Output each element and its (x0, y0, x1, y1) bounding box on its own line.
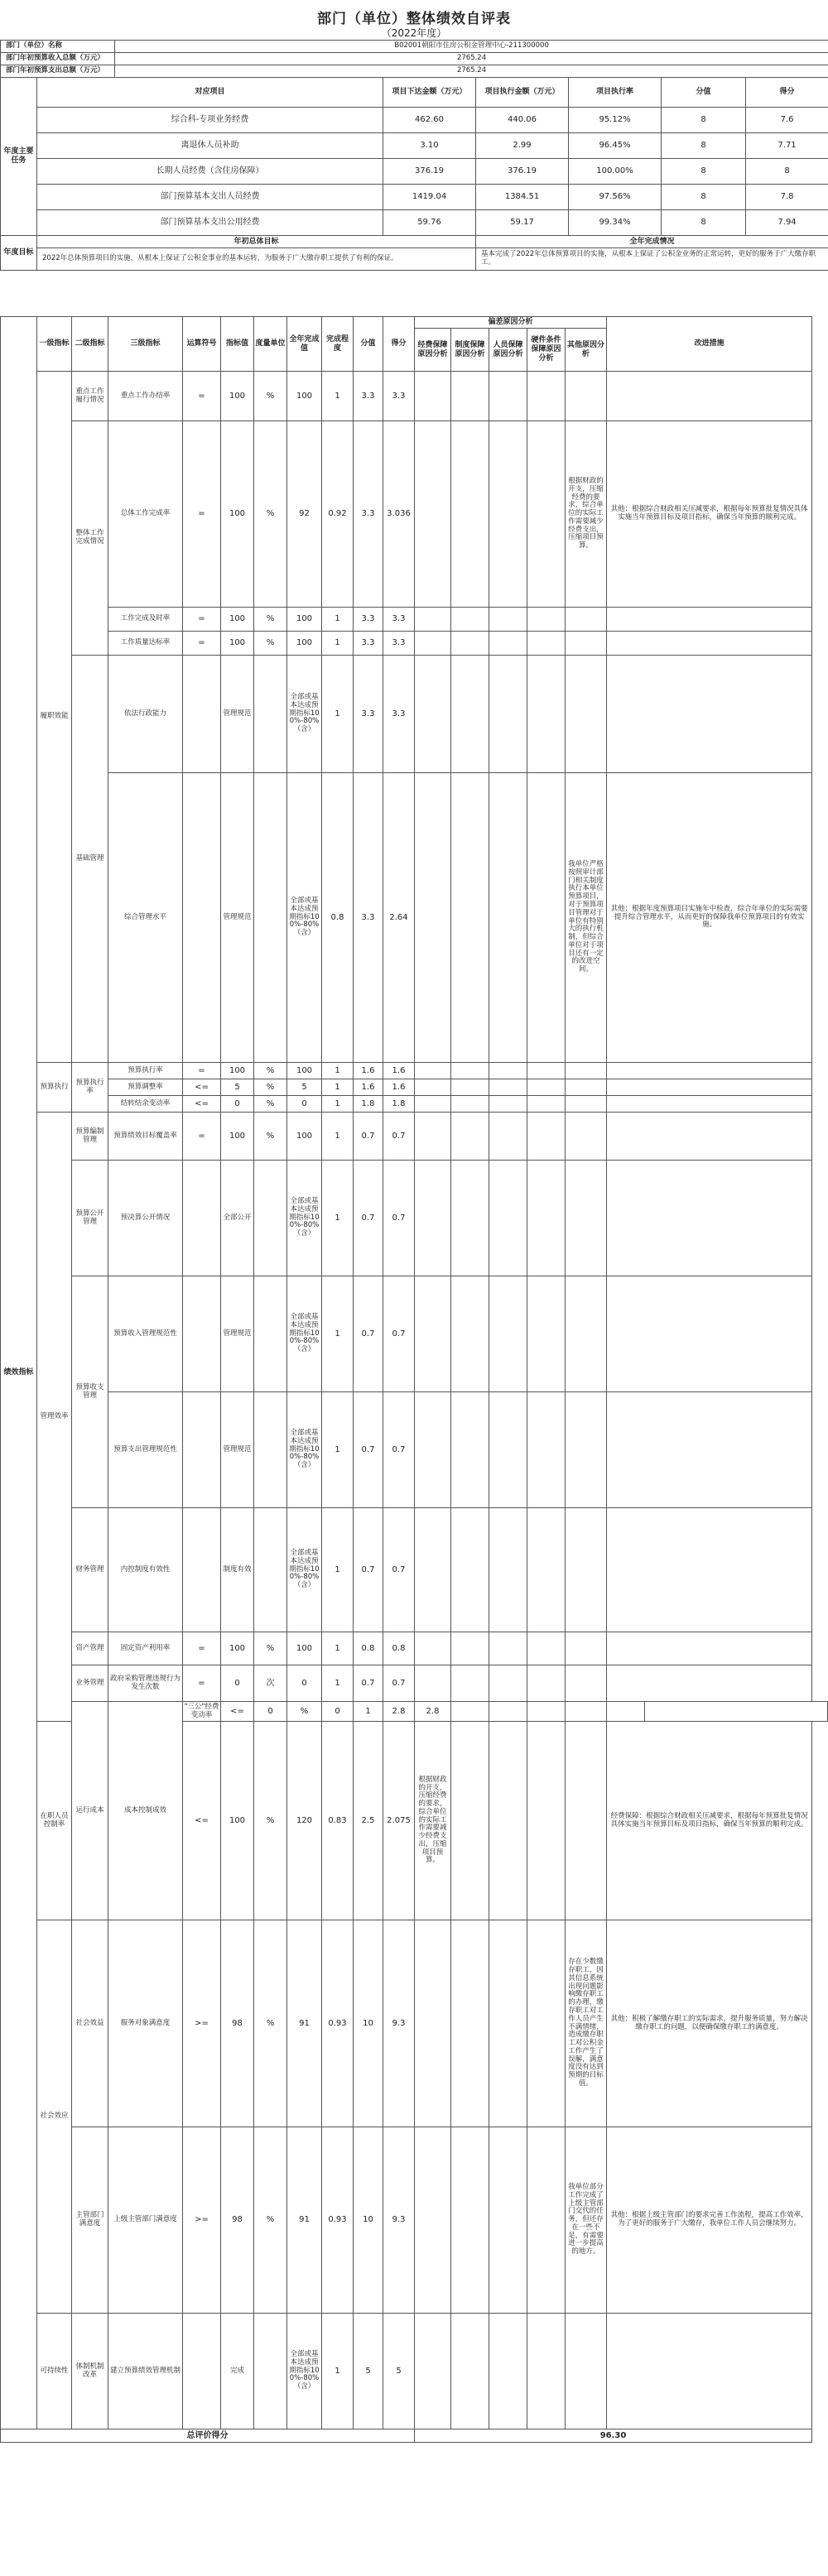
table-row: 履职效能 重点工作履行情况 重点工作办结率 = 100 % 100 1 3.3 3.3 (1, 372, 828, 421)
table-row: 预算支出管理规范性 管理规范 全部或基本达成预期指标100%-80%（含） 1 0.7 0.7 (1, 1392, 828, 1508)
tasks-header-score: 分值 (662, 78, 746, 108)
header-l1: 一级指标 (37, 317, 72, 372)
table-row: 离退休人员补助 3.10 2.99 96.45% 8 7.71 (1, 133, 828, 159)
header-dev-fund: 经费保障原因分析 (415, 329, 451, 372)
tasks-group-label: 年度主要任务 (1, 78, 37, 236)
expense-label: 部门年初预算支出总额（万元） (1, 65, 115, 78)
table-row: 预算公开管理 预决算公开情况 全部公开 全部或基本达成预期指标100%-80%（含） 1 0.7 0.7 (1, 1161, 828, 1276)
l2-finance: 财务管理 (72, 1508, 108, 1632)
table-row: 预算调整率 <= 5 % 5 1 1.6 1.6 (1, 1079, 828, 1096)
table-row: 基础管理 依法行政能力 管理规范 全部或基本达成预期指标100%-80%（含） 1 3.3 3.3 (1, 656, 828, 773)
income-label: 部门年初预算收入总额（万元） (1, 53, 115, 65)
expense-value: 2765.24 (115, 65, 828, 78)
l2-basic: 基础管理 (72, 656, 108, 1063)
overall-other-note: 根据财政的开支，压缩经费的要求，综合单位的实际工作需要减少经费支出，压缩项目预算。 (566, 421, 607, 608)
table-row: 资产管理 固定资产利用率 = 100 % 100 1 0.8 0.8 (1, 1632, 828, 1665)
tasks-header-got: 得分 (746, 78, 828, 108)
satisfaction-other-note: 我单位部分工作完成了上级主管部门交代的任务，但还存在一些不足，有需要进一步提高的地方。 (566, 2127, 607, 2314)
goal-done-text: 基本完成了2022年总体预算项目的实施，从根本上保证了公积金业务的正常运转，更好的服务于广大缴存职工。 (476, 248, 828, 271)
table-row: 整体工作完成情况 总体工作完成率 = 100 % 92 0.92 3.3 3.036 根据财政的开支，压缩经费的要求，综合单位的实际工作需要减少经费支出，压缩项目预算。 其他：根据综合财政相关压减要求，根据每年预算批复情况具体实施当年预算目标及项目指标，确保当年预算的顺利完成。 (1, 421, 828, 608)
l2-budget-exec: 预算执行率 (72, 1063, 108, 1113)
header-dev-hardware: 硬件条件保障原因分析 (527, 329, 566, 372)
l2-overall: 整体工作完成情况 (72, 421, 108, 656)
table-row: 结转结余变动率 <= 0 % 0 1 1.8 1.8 (1, 1096, 828, 1113)
dept-value: B02001朝阳市住房公积金管理中心-211300000 (115, 41, 828, 53)
cost-fund-note: 根据财政的开支，压缩经费的要求，综合单位的实际工作需要减少经费支出，压缩项目预算。 (415, 1722, 451, 1920)
social-improve-note: 其他：积极了解缴存职工的实际需求，提升服务质量，努力解决缴存职工的问题，以便确保缴存职工的满意度。 (607, 1920, 812, 2127)
table-row: 预算收支管理 预算收入管理规范性 管理规范 全部或基本达成预期指标100%-80%（含） 1 0.7 0.7 (1, 1276, 828, 1392)
basic-improve-note: 其他：根据年度预算项目实施年中检查，综合年单位的实际需要提升综合管理水平，从而更好的保障我单位预算项目的有效实施。 (607, 773, 812, 1063)
perf-group-label: 绩效指标 (1, 317, 37, 2429)
header-dev-other: 其他原因分析 (566, 329, 607, 372)
l1-sustain: 可持续性 (37, 2314, 72, 2429)
l2-business: 业务管理 (72, 1665, 108, 1702)
header-dev-system: 制度保障原因分析 (451, 329, 489, 372)
header-rate: 完成程度 (322, 317, 354, 372)
l1-cost: 运行成本 (72, 1702, 108, 1920)
header-got: 得分 (383, 317, 415, 372)
income-value: 2765.24 (115, 53, 828, 65)
tasks-header-exec: 项目执行金额（万元） (476, 78, 569, 108)
header-unit: 度量单位 (254, 317, 287, 372)
table-row: 部门预算基本支出人员经费 1419.04 1384.51 97.56% 8 7.8 (1, 185, 828, 210)
table-row: 部门预算基本支出公用经费 59.76 59.17 99.34% 8 7.94 (1, 210, 828, 236)
table-row: 社会效应 社会效益 服务对象满意度 >= 98 % 91 0.93 10 9.3 存在少数缴存职工，因其信息系统出现问题影响缴存职工的办理，缴存职工对工作人员产生不满情绪，造成缴存职工对公积金工作产生了误解，满意度没有达到预期的目标值。 其他：积极了解缴存职工的实际需求，提升服务质量，努力解决缴存职工的问题，以便确保缴存职工的满意度。 (1, 1920, 828, 2127)
cost-improve-note: 经费保障：根据综合财政相关压减要求，根据每年预算批复情况具体实施当年预算目标及项目指标，确保当年预算的顺利完成。 (607, 1722, 812, 1920)
table-row: 工作完成及时率 = 100 % 100 1 3.3 3.3 (1, 608, 828, 632)
goal-plan-text: 2022年总体预算项目的实施，从根本上保证了公积金事业的基本运转，为服务于广大缴存职工提供了有利的保证。 (37, 248, 476, 271)
table-row: 工作质量达标率 = 100 % 100 1 3.3 3.3 (1, 632, 828, 656)
l1-output: 履职效能 (37, 372, 72, 1063)
table-row: 业务管理 政府采购管理违规行为发生次数 = 0 次 0 1 0.7 0.7 (1, 1665, 828, 1702)
table-row: 可持续性 体制机制改革 建立预算绩效管理机制 完成 全部或基本达成预期指标100%-80%（含） 1 5 5 (1, 2314, 828, 2429)
total-value: 96.30 (415, 2429, 812, 2443)
header-actual: 全年完成值 (287, 317, 322, 372)
basic-other-note: 我单位严格按照审计部门相关制度执行本单位预算项目，对于预算项目管理对于单位有特别大的执行机制，但综合单位对于项目还有一定的改进空间。 (566, 773, 607, 1063)
l2-cost-ctrl: 成本控制成效 (108, 1702, 183, 1920)
table-row: 长期人员经费（含住房保障） 376.19 376.19 100.00% 8 8 (1, 159, 828, 185)
social-other-note: 存在少数缴存职工，因其信息系统出现问题影响缴存职工的办理，缴存职工对工作人员产生不满情绪，造成缴存职工对公积金工作产生了误解，满意度没有达到预期的目标值。 (566, 1920, 607, 2127)
goal-group-label: 年度目标 (1, 236, 37, 271)
goal-done-header: 全年完成情况 (476, 236, 828, 248)
l2-satisfaction: 主管部门满意度 (72, 2127, 108, 2314)
l1-social: 社会效应 (37, 1920, 72, 2314)
table-row: 主管部门满意度 上级主管部门满意度 >= 98 % 91 0.93 10 9.3 我单位部分工作完成了上级主管部门交代的任务，但还存在一些不足，有需要进一步提高的地方。 其他：根据上级主管部门的要求完善工作流程，提高工作效率，为了更好的服务于广大缴存，我单位工作人员会继续努力。 (1, 2127, 828, 2314)
summary-table (0, 40, 828, 271)
header-improve: 改进措施 (607, 317, 812, 372)
overall-improve-note: 其他：根据综合财政相关压减要求，根据每年预算批复情况具体实施当年预算目标及项目指标，确保当年预算的顺利完成。 (607, 421, 812, 608)
l2-open: 预算公开管理 (72, 1161, 108, 1276)
table-row: 财务管理 内控制度有效性 制度有效 全部或基本达成预期指标100%-80%（含） 1 0.7 0.7 (1, 1508, 828, 1632)
l2-mech: 体制机制改革 (72, 2314, 108, 2429)
page-title: 部门（单位）整体绩效自评表 (317, 11, 511, 27)
page-year: （2022年度） (381, 27, 447, 39)
total-label: 总评价得分 (1, 2429, 415, 2443)
table-row: 综合管理水平 管理规范 全部或基本达成预期指标100%-80%（含） 0.8 3.3 2.64 我单位严格按照审计部门相关制度执行本单位预算项目，对于预算项目管理对于单位有特别大的执行机制，但综合单位对于项目还有一定的改进空间。 其他：根据年度预算项目实施年中检查，综合年单位的实际需要提升综合管理水平，从而更好的保障我单位预算项目的有效实施。 (1, 773, 828, 1063)
table-row: 综合科-专项业务经费 462.60 440.06 95.12% 8 7.6 (1, 108, 828, 133)
tasks-header-rate: 项目执行率 (569, 78, 662, 108)
l2-asset: 资产管理 (72, 1632, 108, 1665)
l1-mgmt: 管理效率 (37, 1113, 72, 1722)
tasks-header-plan: 项目下达金额（万元） (383, 78, 476, 108)
tasks-header-project: 对应项目 (37, 78, 383, 108)
header-target: 指标值 (221, 317, 254, 372)
l1-budget: 预算执行 (37, 1063, 72, 1113)
header-l2: 二级指标 (72, 317, 108, 372)
goal-plan-header: 年初总体目标 (37, 236, 476, 248)
header-l3: 三级指标 (108, 317, 183, 372)
header-score: 分值 (354, 317, 383, 372)
table-row: 在职人员控制率 <= 100 % 120 0.83 2.5 2.075 根据财政的开支，压缩经费的要求，综合单位的实际工作需要减少经费支出，压缩项目预算。 经费保障：根据综合财政相关压减要求，根据每年预算批复情况具体实施当年预算目标及项目指标，确保当年预算的顺利完成。 (1, 1722, 828, 1920)
l2-income-exp: 预算收支管理 (72, 1276, 108, 1508)
l2-social-eff: 社会效益 (72, 1920, 108, 2127)
table-row: 管理效率 预算编制管理 预算绩效目标覆盖率 = 100 % 100 1 0.7 0.7 (1, 1113, 828, 1161)
l2-key-work: 重点工作履行情况 (72, 372, 108, 421)
header-deviation: 偏差原因分析 (415, 317, 607, 329)
performance-table (0, 316, 828, 2443)
dept-label: 部门（单位）名称 (1, 41, 115, 53)
table-row: 预算执行 预算执行率 预算执行率 = 100 % 100 1 1.6 1.6 (1, 1063, 828, 1079)
satisfaction-improve-note: 其他：根据上级主管部门的要求完善工作流程，提高工作效率，为了更好的服务于广大缴存，我单位工作人员会继续努力。 (607, 2127, 812, 2314)
header-op: 运算符号 (183, 317, 221, 372)
table-row: 运行成本 成本控制成效 "三公"经费变动率 <= 0 % 0 1 2.8 2.8 (1, 1702, 828, 1722)
header-dev-staff: 人员保障原因分析 (489, 329, 527, 372)
l2-budget-plan: 预算编制管理 (72, 1113, 108, 1161)
